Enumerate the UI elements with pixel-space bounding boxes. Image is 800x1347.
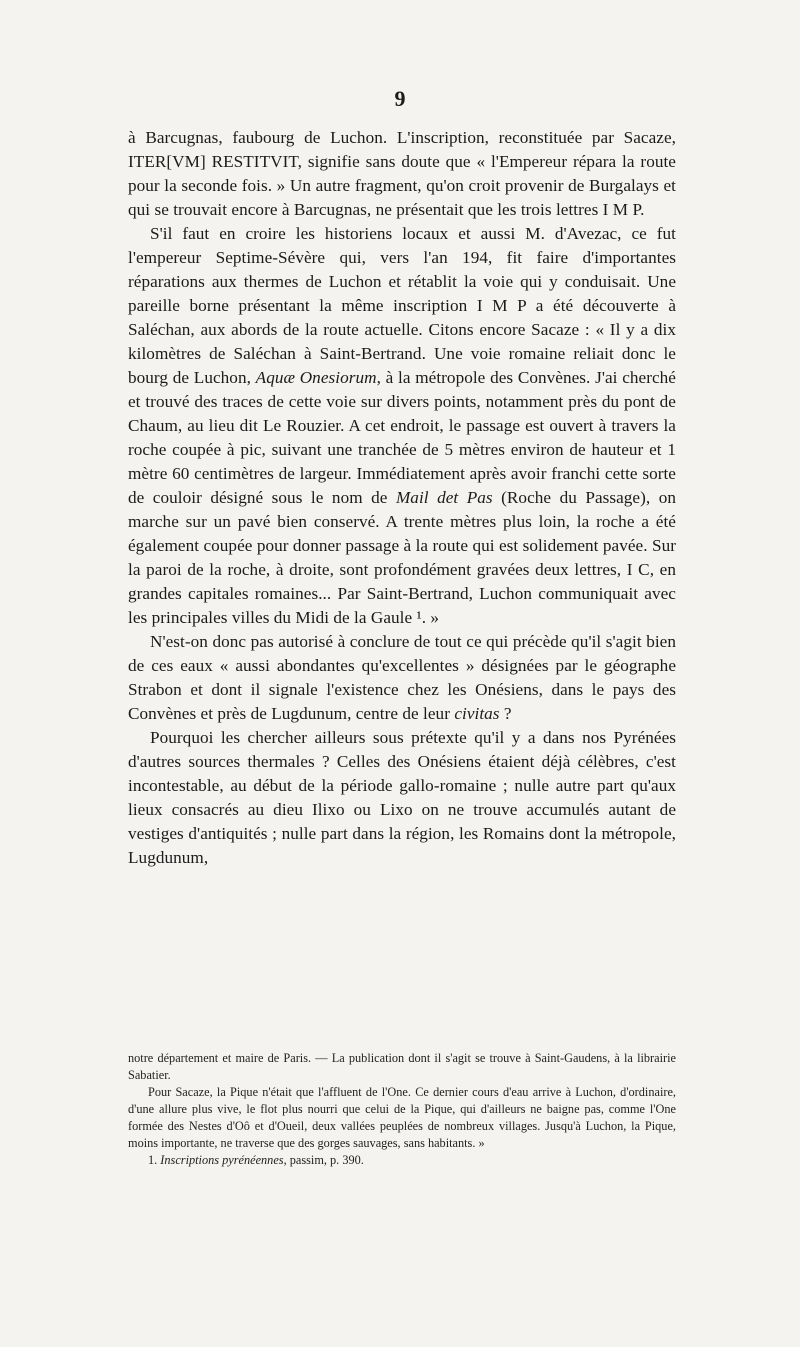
- page-number: 9: [394, 86, 406, 111]
- footnote-quote-text: Pour Sacaze, la Pique n'était que l'affluent de l'One. Ce dernier cours d'eau arrive à Luchon, d'ordinaire, d'une allure plus vive, le flot plus nourri que celui de la Pique, qui d'ailleurs ne baigne pas, comme l'One formée des Nestes d'Oô et d'Oueil, deux vallées peuplées de nombreux villages. Jusqu'à Luchon, la Pique, moins importante, ne traverse que des gorges sauvages, sans habitants. »: [128, 1085, 676, 1150]
- paragraph-2-text-middle: , à la métropole des Convènes. J'ai cherché et trouvé des traces de cette voie sur divers points, notamment près du pont de Chaum, au lieu dit Le Rouzier. A cet endroit, le passage est ouvert à travers la roche coupée à pic, suivant une tranchée de 5 mètres environ de hauteur et 1 mètre 60 centimètres de largeur. Immédiatement après avoir franchi cette sorte de couloir désigné sous le nom de: [128, 368, 676, 507]
- paragraph-2-text-end: (Roche du Passage), on marche sur un pavé bien conservé. A trente mètres plus loin, la roche a été également coupée pour donner passage à la route qui est solidement pavée. Sur la paroi de la roche, à droite, sont profondément gravées deux lettres, I C, en grandes capitales romaines... Par Saint-Bertrand, Luchon communiquait avec les principales villes du Midi de la Gaule ¹. »: [128, 488, 677, 627]
- footnote-1: [128, 1152, 676, 1169]
- footnote-quote: [128, 1084, 676, 1152]
- paragraph-1-text: à Barcugnas, faubourg de Luchon. L'inscription, reconstituée par Sacaze, ITER[VM] RESTITVIT, signifie sans doute que « l'Empereur répara la route pour la seconde fois. » Un autre fragment, qu'on croit provenir de Burgalays et qui se trouvait encore à Barcugnas, ne présentait que les trois lettres I M P.: [128, 128, 676, 219]
- paragraph-2: [128, 222, 676, 630]
- paragraph-3: [128, 630, 676, 726]
- paragraph-4-text: Pourquoi les chercher ailleurs sous prétexte qu'il y a dans nos Pyrénées d'autres sources thermales ? Celles des Onésiens étaient déjà célèbres, c'est incontestable, au début de la période gallo-romaine ; nulle autre part qu'aux lieux consacrés au dieu Ilixo ou Lixo on ne trouve accumulés autant de vestiges d'antiquités ; nulle part dans la région, les Romains dont la métropole, Lugdunum,: [128, 728, 676, 867]
- footnotes: [128, 1050, 676, 1169]
- paragraph-4: [128, 726, 676, 870]
- paragraph-2-text-start: S'il faut en croire les historiens locaux et aussi M. d'Avezac, ce fut l'empereur Septime-Sévère qui, vers l'an 194, fit faire d'importantes réparations aux thermes de Luchon et rétablit la voie qui y conduisait. Une pareille borne présentant la même inscription I M P a été découverte à Saléchan, aux abords de la route actuelle. Citons encore Sacaze : « Il y a dix kilomètres de Saléchan à Saint-Bertrand. Une voie romaine reliait donc le bourg de Luchon,: [128, 224, 676, 387]
- footnote-continuation-text: notre département et maire de Paris. — La publication dont il s'agit se trouve à Saint-Gaudens, à la librairie Sabatier.: [128, 1051, 676, 1082]
- footnote-1-number: 1.: [148, 1153, 161, 1167]
- body-text: [128, 126, 676, 870]
- footnote-1-title: Inscriptions pyrénéennes: [160, 1153, 284, 1167]
- latin-word-civitas: civitas: [454, 704, 500, 723]
- paragraph-3-text-end: ?: [499, 704, 512, 723]
- paragraph-1: [128, 126, 676, 222]
- footnote-1-reference: , passim, p. 390.: [283, 1153, 364, 1167]
- local-place-name: Mail det Pas: [395, 488, 493, 507]
- latin-place-name: Aquæ Onesiorum: [255, 368, 377, 387]
- footnote-continuation: [128, 1050, 676, 1084]
- paragraph-3-text-start: N'est-on donc pas autorisé à conclure de tout ce qui précède qu'il s'agit bien de ces eaux « aussi abondantes qu'excellentes » désignées par le géographe Strabon et dont il signale l'existence chez les Onésiens, dans le pays des Convènes et près de Lugdunum, centre de leur: [128, 632, 676, 723]
